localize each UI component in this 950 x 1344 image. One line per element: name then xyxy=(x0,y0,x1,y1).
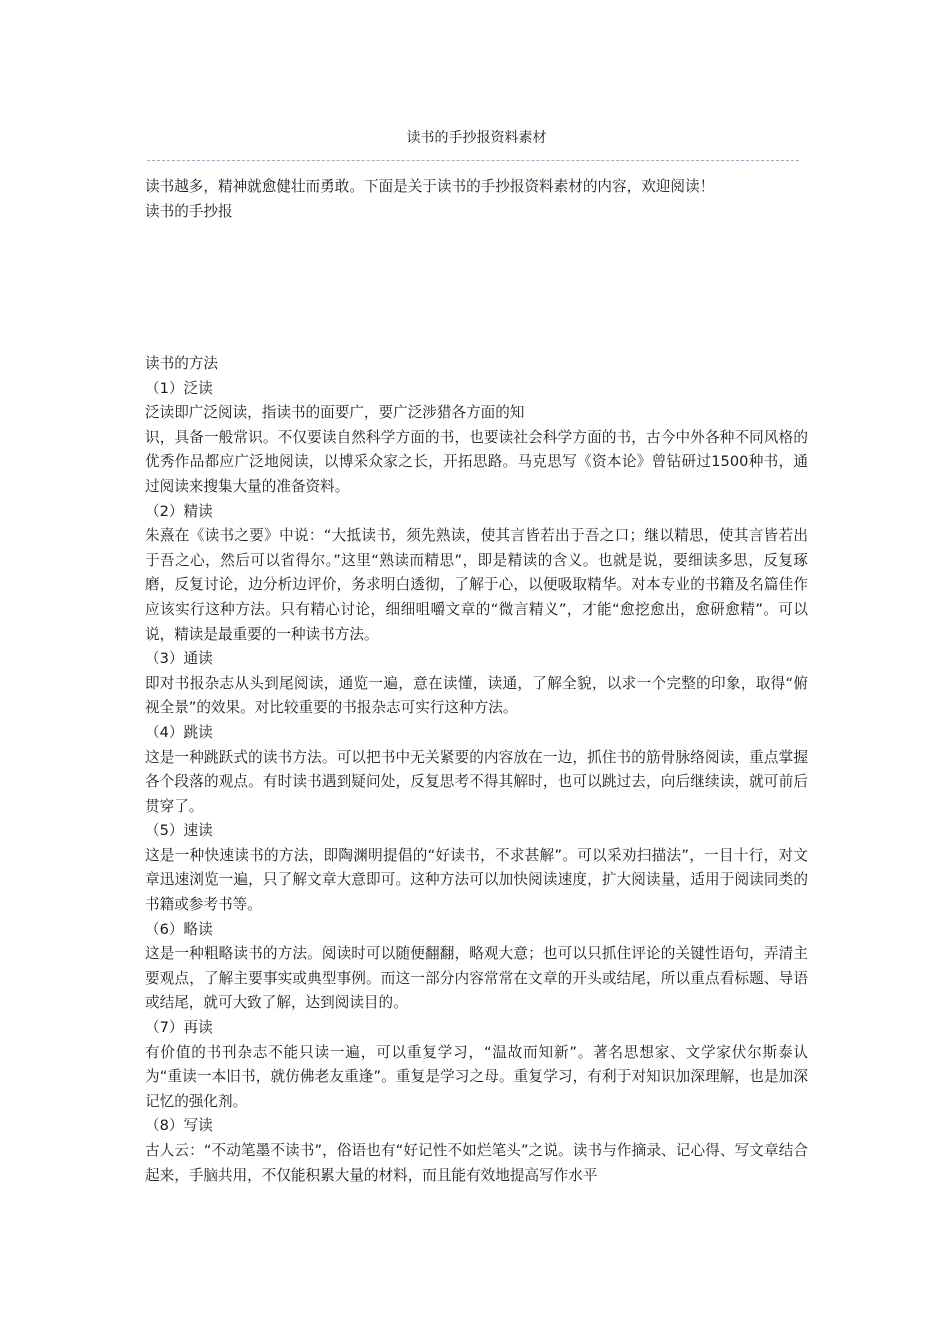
title-divider xyxy=(147,160,799,161)
method-paragraph: 有价值的书刊杂志不能只读一遍，可以重复学习，“温故而知新”。著名思想家、文学家伏尔斯泰认为“重读一本旧书，就仿佛老友重逢”。重复是学习之母。重复学习，有利于对知识加深理解，也是加深记忆的强化剂。 xyxy=(145,1043,808,1110)
method-heading: （6）略读 xyxy=(145,920,213,938)
intro-block xyxy=(145,175,808,224)
method-heading: （8）写读 xyxy=(145,1117,213,1135)
method-paragraph: 泛读即广泛阅读，指读书的面要广，要广泛涉猎各方面的知 xyxy=(145,404,525,422)
method-heading: （5）速读 xyxy=(145,822,213,840)
method-heading: （3）通读 xyxy=(145,650,213,668)
method-paragraph: 朱熹在《读书之要》中说：“大抵读书，须先熟读，使其言皆若出于吾之口；继以精思，使其言皆若出于吾之心，然后可以省得尔。”这里“熟读而精思”，即是精读的含义。也就是说，要细读多思，反复琢磨，反复讨论，边分析边评价，务求明白透彻，了解于心，以便吸取精华。对本专业的书籍及名篇佳作应该实行这种方法。只有精心讨论，细细咀嚼文章的“微言精义”，才能“愈挖愈出，愈研愈精”。可以说，精读是最重要的一种读书方法。 xyxy=(145,527,808,643)
method-paragraph: 这是一种粗略读书的方法。阅读时可以随便翻翻，略观大意；也可以只抓住评论的关键性语句，弄清主要观点，了解主要事实或典型事例。而这一部分内容常常在文章的开头或结尾，所以重点看标题、导语或结尾，就可大致了解，达到阅读目的。 xyxy=(145,945,808,1012)
method-paragraph: 识，具备一般常识。不仅要读自然科学方面的书，也要读社会科学方面的书，古今中外各种不同风格的优秀作品都应广泛地阅读，以博采众家之长，开拓思路。马克思写《资本论》曾钻研过1500种书，通过阅读来搜集大量的准备资料。 xyxy=(145,428,808,495)
method-paragraph: 这是一种跳跃式的读书方法。可以把书中无关紧要的内容放在一边，抓住书的筋骨脉络阅读，重点掌握各个段落的观点。有时读书遇到疑问处，反复思考不得其解时，也可以跳过去，向后继续读，就可前后贯穿了。 xyxy=(145,748,808,815)
method-heading: （4）跳读 xyxy=(145,723,213,741)
method-paragraph: 古人云：“不动笔墨不读书”，俗语也有“好记性不如烂笔头”之说。读书与作摘录、记心得、写文章结合起来，手脑共用，不仅能积累大量的材料，而且能有效地提高写作水平 xyxy=(145,1142,808,1184)
method-paragraph: 即对书报杂志从头到尾阅读，通览一遍，意在读懂，读通，了解全貌，以求一个完整的印象，取得“俯视全景”的效果。对比较重要的书报杂志可实行这种方法。 xyxy=(145,674,808,717)
subtitle: 读书的手抄报 xyxy=(145,202,233,220)
method-heading: （1）泛读 xyxy=(145,379,213,397)
section-heading: 读书的方法 xyxy=(145,355,218,372)
document-body xyxy=(145,352,808,1188)
method-heading: （7）再读 xyxy=(145,1019,213,1037)
method-paragraph: 这是一种快速读书的方法，即陶渊明提倡的“好读书，不求甚解”。可以采劝扫描法”，一目十行，对文章迅速浏览一遍，只了解文章大意即可。这种方法可以加快阅读速度，扩大阅读量，适用于阅读同类的书籍或参考书等。 xyxy=(145,846,808,914)
document-title: 读书的手抄报资料素材 xyxy=(406,130,547,146)
intro-paragraph: 读书越多，精神就愈健壮而勇敢。下面是关于读书的手抄报资料素材的内容，欢迎阅读！ xyxy=(145,178,715,195)
document-page xyxy=(145,0,808,1344)
method-heading: （2）精读 xyxy=(145,502,213,520)
